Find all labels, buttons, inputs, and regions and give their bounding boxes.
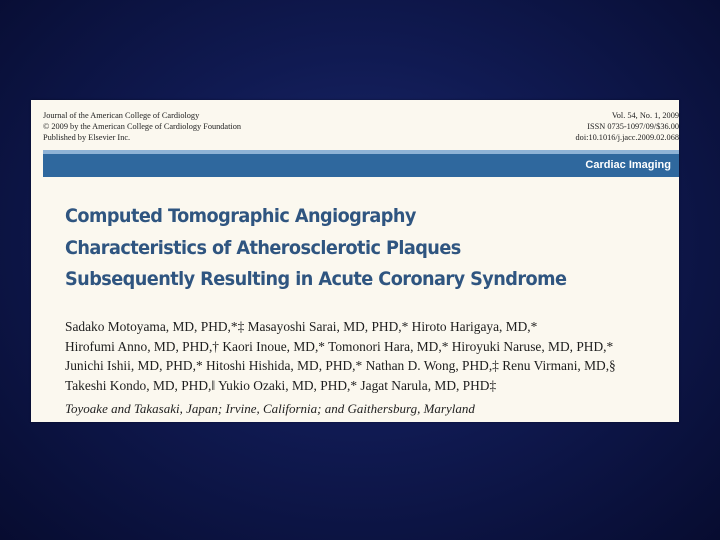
section-label: Cardiac Imaging [585, 159, 671, 171]
author-line: Takeshi Kondo, MD, PHD,‖ Yukio Ozaki, MD, PHD,* Jagat Narula, MD, PHD‡ [65, 377, 497, 393]
journal-article-page [31, 100, 679, 422]
issn-line: ISSN 0735-1097/09/$36.00 [587, 122, 679, 131]
copyright-line: © 2009 by the American College of Cardiology Foundation [43, 122, 242, 131]
volume-line: Vol. 54, No. 1, 2009 [611, 111, 679, 120]
author-list [65, 317, 680, 395]
affiliations: Toyoake and Takasaki, Japan; Irvine, California; and Gaithersburg, Maryland [65, 401, 475, 416]
author-line: Hirofumi Anno, MD, PHD,† Kaori Inoue, MD,* Tomonori Hara, MD,* Hiroyuki Naruse, MD, PHD,* [65, 338, 614, 354]
author-line: Sadako Motoyama, MD, PHD,*‡ Masayoshi Sarai, MD, PHD,* Hiroto Harigaya, MD,* [65, 319, 538, 334]
article-title [65, 201, 623, 296]
title-line: Computed Tomographic Angiography [65, 205, 416, 227]
title-line: Subsequently Resulting in Acute Coronary Syndrome [65, 268, 567, 290]
publisher-line: Published by Elsevier Inc. [43, 133, 131, 142]
section-band-stripe [43, 150, 679, 154]
title-line: Characteristics of Atherosclerotic Plaques [65, 236, 461, 259]
journal-name: Journal of the American College of Cardiology [43, 111, 200, 120]
section-band [43, 150, 679, 177]
journal-info [43, 110, 241, 143]
author-line: Junichi Ishii, MD, PHD,* Hitoshi Hishida, MD, PHD,* Nathan D. Wong, PHD,‡ Renu Virmani, MD,§ [65, 358, 616, 373]
article-meta [576, 110, 679, 143]
doi-line: doi:10.1016/j.jacc.2009.02.068 [575, 133, 679, 142]
